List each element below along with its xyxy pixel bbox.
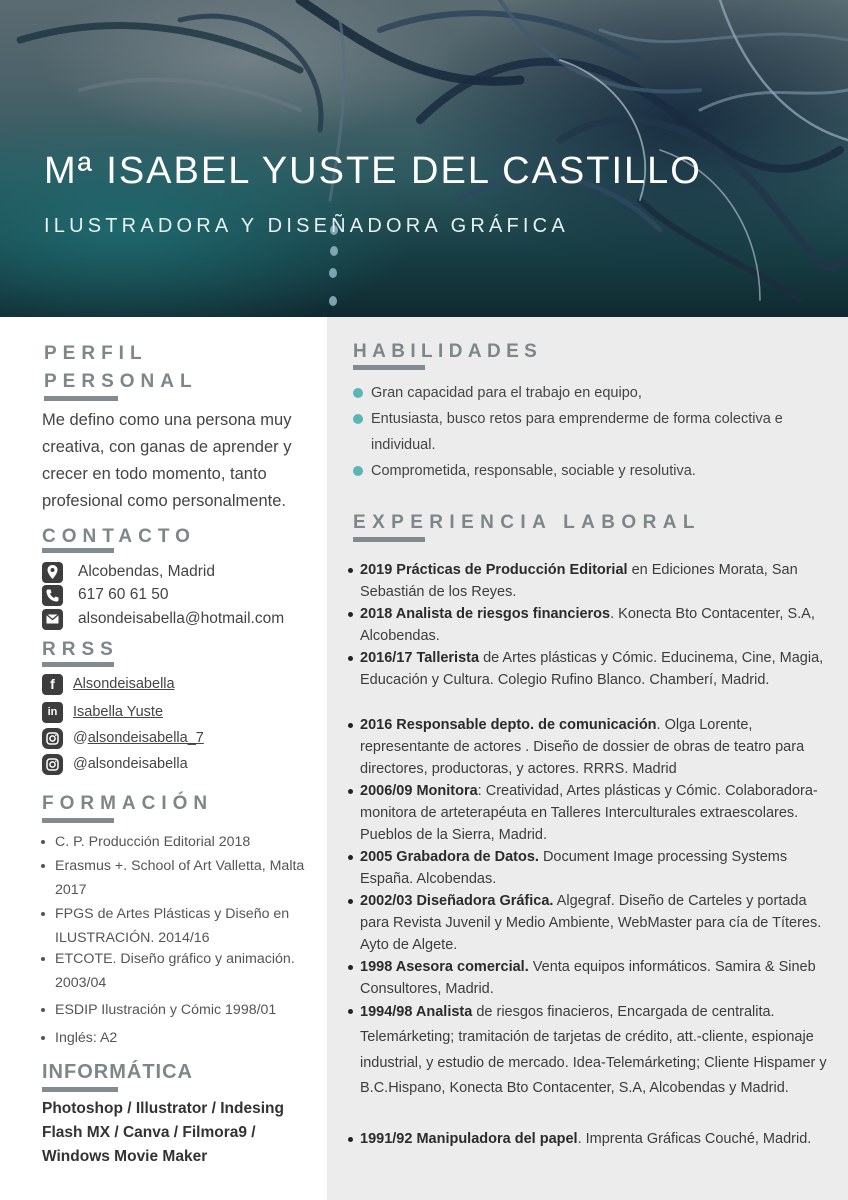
experience-details: . Konecta Bto Contacenter, S.A, Alcobendas. xyxy=(360,606,815,644)
linkedin-icon: in xyxy=(42,702,63,723)
facebook-icon: f xyxy=(42,674,63,695)
computing-line-2: Flash MX / Canva / Filmora9 / xyxy=(42,1124,256,1141)
social-title: RRSS xyxy=(42,639,119,660)
education-item: ETCOTE. Diseño gráfico y animación. 2003/04 xyxy=(55,947,317,995)
social-linkedin-link[interactable]: Isabella Yuste xyxy=(73,704,164,720)
experience-role: 2019 Prácticas de Producción Editorial xyxy=(360,562,628,578)
experience-details: en Ediciones Morata, San Sebastián de los Reyes. xyxy=(360,562,798,600)
teal-bullet-icon xyxy=(353,388,363,398)
experience-item xyxy=(360,603,830,647)
skill-text: Gran capacidad para el trabajo en equipo, xyxy=(371,385,642,401)
education-item: Erasmus +. School of Art Valletta, Malta 2017 xyxy=(55,854,317,902)
experience-item xyxy=(360,559,830,603)
experience-item xyxy=(360,714,830,780)
instagram-icon xyxy=(42,754,63,775)
social-facebook-link[interactable]: Alsondeisabella xyxy=(73,676,175,692)
experience-item xyxy=(360,780,830,846)
job-title: ILUSTRADORA Y DISEÑADORA GRÁFICA xyxy=(44,215,569,237)
social-linkedin[interactable] xyxy=(42,701,163,723)
skill-text: Entusiasta, busco retos para emprenderme de forma colectiva e individual. xyxy=(371,411,783,453)
profile-title-line2: PERSONAL xyxy=(44,371,198,392)
profile-title-line1: PERFIL xyxy=(44,343,148,364)
experience-details: Algegraf. Diseño de Carteles y portada para Revista Juvenil y Medio Ambiente, WebMaster para cía de Títeres. Ayto de Algete. xyxy=(360,893,822,953)
experience-item xyxy=(360,956,830,1000)
experience-item xyxy=(360,1128,830,1150)
experience-details: Document Image processing Systems España. Alcobendas. xyxy=(360,849,788,887)
skill-item xyxy=(371,406,791,458)
experience-role: 1991/92 Manipuladora del papel xyxy=(360,1131,578,1147)
experience-item xyxy=(360,890,830,956)
social-instagram-link-1[interactable]: alsondeisabella_7 xyxy=(87,730,204,746)
contact-phone-text[interactable]: 617 60 61 50 xyxy=(78,586,169,603)
contact-title: CONTACTO xyxy=(42,526,196,547)
education-title-underline xyxy=(42,818,114,823)
profile-text: Me defino como una persona muy creativa, con ganas de aprender y crecer en todo momento, tanto profesional como personalmente. xyxy=(42,411,292,510)
contact-title-underline xyxy=(42,548,114,553)
experience-role: 2006/09 Monitora xyxy=(360,783,478,799)
skill-item xyxy=(371,380,791,406)
computing-line-3: Windows Movie Maker xyxy=(42,1148,208,1165)
header-banner xyxy=(0,0,848,317)
experience-item xyxy=(360,1000,830,1101)
experience-role: 2005 Grabadora de Datos. xyxy=(360,849,539,865)
contact-email-text[interactable]: alsondeisabella@hotmail.com xyxy=(78,610,285,627)
computing-title-underline xyxy=(42,1087,118,1092)
experience-role: 2018 Analista de riesgos financieros xyxy=(360,606,611,622)
experience-role: 2002/03 Diseñadora Gráfica. xyxy=(360,893,554,909)
contact-phone[interactable] xyxy=(42,584,169,606)
education-title: FORMACIÓN xyxy=(42,793,214,814)
social-facebook[interactable] xyxy=(42,673,175,695)
experience-title: EXPERIENCIA LABORAL xyxy=(353,512,701,533)
experience-details: de riesgos finacieros, Encargada de centralita. Telemárketing; tramitación de tarjetas de crédito, att.-cliente, espionaje industrial, y estudio de mercado. Idea-Telemárketing; Cliente Hispamer y B.C.Hispano, Konecta Bto Contacenter, S.A, Alcobendas y Madrid. xyxy=(360,1004,827,1096)
social-instagram-1[interactable] xyxy=(42,727,204,749)
experience-details: : Creatividad, Artes plásticas y Cómic. Colaboradora-monitora de arteterapéuta en Talleres Interculturales extraescolares. Pueblos de la Sierra, Madrid. xyxy=(360,783,818,843)
computing-title: INFORMÁTICA xyxy=(42,1061,193,1083)
skills-title: HABILIDADES xyxy=(353,341,543,362)
experience-details: de Artes plásticas y Cómic. Educinema, Cine, Magia, Educación y Cultura. Colegio Rufino Blanco. Chamberí, Madrid. xyxy=(360,650,824,688)
skills-title-underline xyxy=(353,365,425,370)
computing-line-1: Photoshop / Illustrator / Indesing xyxy=(42,1100,284,1117)
contact-email[interactable] xyxy=(42,608,284,630)
computing-skills xyxy=(42,1097,322,1169)
social-instagram-link-2[interactable]: @alsondeisabella xyxy=(73,756,188,772)
experience-role: 1994/98 Analista xyxy=(360,1004,473,1020)
experience-role: 2016/17 Tallerista xyxy=(360,650,480,666)
contact-location xyxy=(42,561,215,583)
experience-details: . Imprenta Gráficas Couché, Madrid. xyxy=(577,1131,812,1147)
social-instagram-at: @ xyxy=(73,730,88,746)
instagram-icon xyxy=(42,728,63,749)
social-instagram-2[interactable] xyxy=(42,753,188,775)
teal-bullet-icon xyxy=(353,466,363,476)
contact-location-text: Alcobendas, Madrid xyxy=(78,563,215,580)
left-column xyxy=(0,317,327,1200)
experience-details: . Olga Lorente, representante de actores . Diseño de dossier de obras de teatro para directores, productoras, y actores. RRRS. Madrid xyxy=(360,717,805,777)
education-item: ESDIP Ilustración y Cómic 1998/01 xyxy=(55,998,317,1022)
education-item: FPGS de Artes Plásticas y Diseño en ILUSTRACIÓN. 2014/16 xyxy=(55,902,317,950)
skill-item xyxy=(371,458,791,484)
right-column xyxy=(327,317,848,1200)
phone-icon xyxy=(42,585,63,606)
social-title-underline xyxy=(42,662,114,667)
experience-role: 1998 Asesora comercial. xyxy=(360,959,529,975)
experience-role: 2016 Responsable depto. de comunicación xyxy=(360,717,657,733)
experience-item xyxy=(360,647,830,691)
experience-item xyxy=(360,846,830,890)
education-item: Inglés: A2 xyxy=(55,1026,317,1050)
location-pin-icon xyxy=(42,562,63,583)
skill-text: Comprometida, responsable, sociable y resolutiva. xyxy=(371,463,696,479)
teal-bullet-icon xyxy=(353,414,363,424)
experience-details: Venta equipos informáticos. Samira & Sineb Consultores, Madrid. xyxy=(360,959,816,997)
mail-icon xyxy=(42,609,63,630)
experience-title-underline xyxy=(353,537,425,542)
person-name: Mª ISABEL YUSTE DEL CASTILLO xyxy=(44,150,702,192)
profile-title-underline xyxy=(44,396,118,401)
education-item: C. P. Producción Editorial 2018 xyxy=(55,830,317,854)
